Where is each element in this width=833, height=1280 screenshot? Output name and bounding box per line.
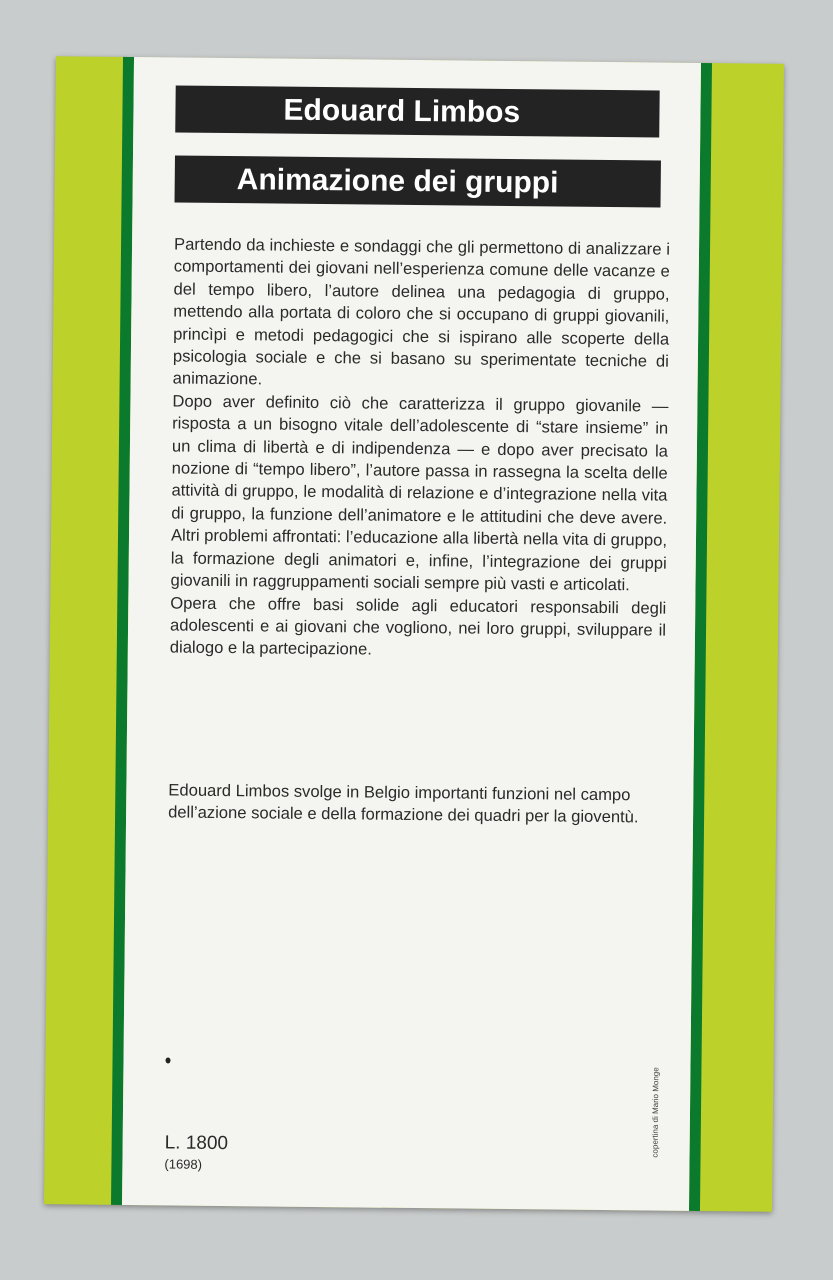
blurb-paragraph: Dopo aver definito ciò che caratterizza il gruppo giovanile — risposta a un bisogno vitale dell’adolescente di “stare insieme” in un clima di libertà e di indipendenza — e dopo aver precisato la nozione di “tempo libero”, l’autore passa in rassegna la scelta delle attività di gruppo, le modalità di relazione e d’integrazione nella vita di gruppo, la funzione dell’animatore e le attitudini che deve avere. Altri problemi affrontati: l’educazione alla libertà nella vita di gruppo, la formazione degli animatori e, infine, l’integrazione dei gruppi giovanili in raggruppamenti sociali sempre più vasti e articolati. (170, 391, 669, 595)
punch-hole (165, 1057, 170, 1063)
cover-credit: copertina di Mario Monge (650, 1067, 661, 1158)
catalog-code: (1698) (164, 1156, 203, 1172)
blurb-paragraph: Partendo da inchieste e sondaggi che gli permettono di analizzare i comportamenti dei giovani nell’esperienza comune delle vacanze e del tempo libero, l’autore delinea una pedagogia di gruppo, mettendo alla portata di coloro che si occupano di gruppi giovanili, princìpi e metodi pedagogici che si ispirano alle scoperte della psicologia sociale e che si basano su sperimentate tecniche di animazione. (172, 234, 671, 389)
author-name: Edouard Limbos (175, 85, 659, 137)
price-label: L. 1800 (164, 1132, 229, 1155)
blurb-text (170, 233, 670, 664)
book-title: Animazione dei gruppi (175, 155, 661, 207)
blurb-paragraph: Opera che offre basi solide agli educatori responsabili degli adolescenti e ai giovani che vogliono, nei loro gruppi, sviluppare il dialogo e la partecipazione. (169, 592, 667, 659)
book-back-cover (44, 56, 784, 1212)
author-bio: Edouard Limbos svolge in Belgio importanti funzioni nel campo dell’azione sociale e della formazione dei quadri per la gioventù. (168, 780, 639, 827)
text-panel (122, 57, 701, 1211)
